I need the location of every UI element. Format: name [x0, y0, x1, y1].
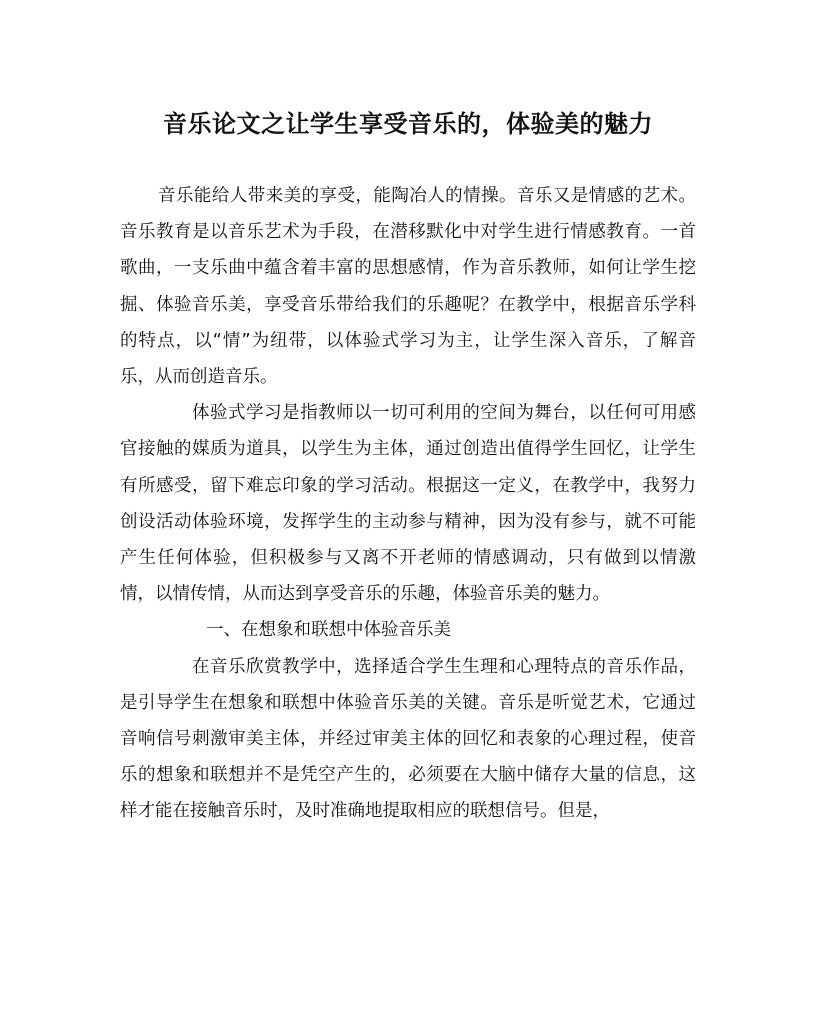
document-title: 音乐论文之让学生享受音乐的，体验美的魅力 [163, 109, 653, 138]
document-body [120, 178, 696, 830]
section-heading: 一、在想象和联想中体验音乐美 [206, 620, 451, 641]
paragraph-intro: 音乐能给人带来美的享受，能陶冶人的情操。音乐又是情感的艺术。音乐教育是以音乐艺术为手段，在潜移默化中对学生进行情感教育。一首歌曲，一支乐曲中蕴含着丰富的思想感情，作为音乐教师，如何让学生挖掘、体验音乐美，享受音乐带给我们的乐趣呢？在教学中，根据音乐学科的特点，以“情”为纽带，以体验式学习为主，让学生深入音乐，了解音乐，从而创造音乐。 [120, 186, 696, 388]
paragraph-music-appreciation: 在音乐欣赏教学中，选择适合学生生理和心理特点的音乐作品，是引导学生在想象和联想中体验音乐美的关键。音乐是听觉艺术，它通过音响信号刺激审美主体，并经过审美主体的回忆和表象的心理过程，使音乐的想象和联想并不是凭空产生的，必须要在大脑中储存大量的信息，这样才能在接触音乐时，及时准确地提取相应的联想信号。但是， [120, 656, 696, 822]
paragraph-experiential-learning: 体验式学习是指教师以一切可利用的空间为舞台，以任何可用感官接触的媒质为道具，以学生为主体，通过创造出值得学生回忆，让学生有所感受，留下难忘印象的学习活动。根据这一定义，在教学中，我努力创设活动体验环境，发挥学生的主动参与精神，因为没有参与，就不可能产生任何体验，但积极参与又离不开老师的情感调动，只有做到以情激情，以情传情，从而达到享受音乐的乐趣，体验音乐美的魅力。 [120, 403, 696, 605]
